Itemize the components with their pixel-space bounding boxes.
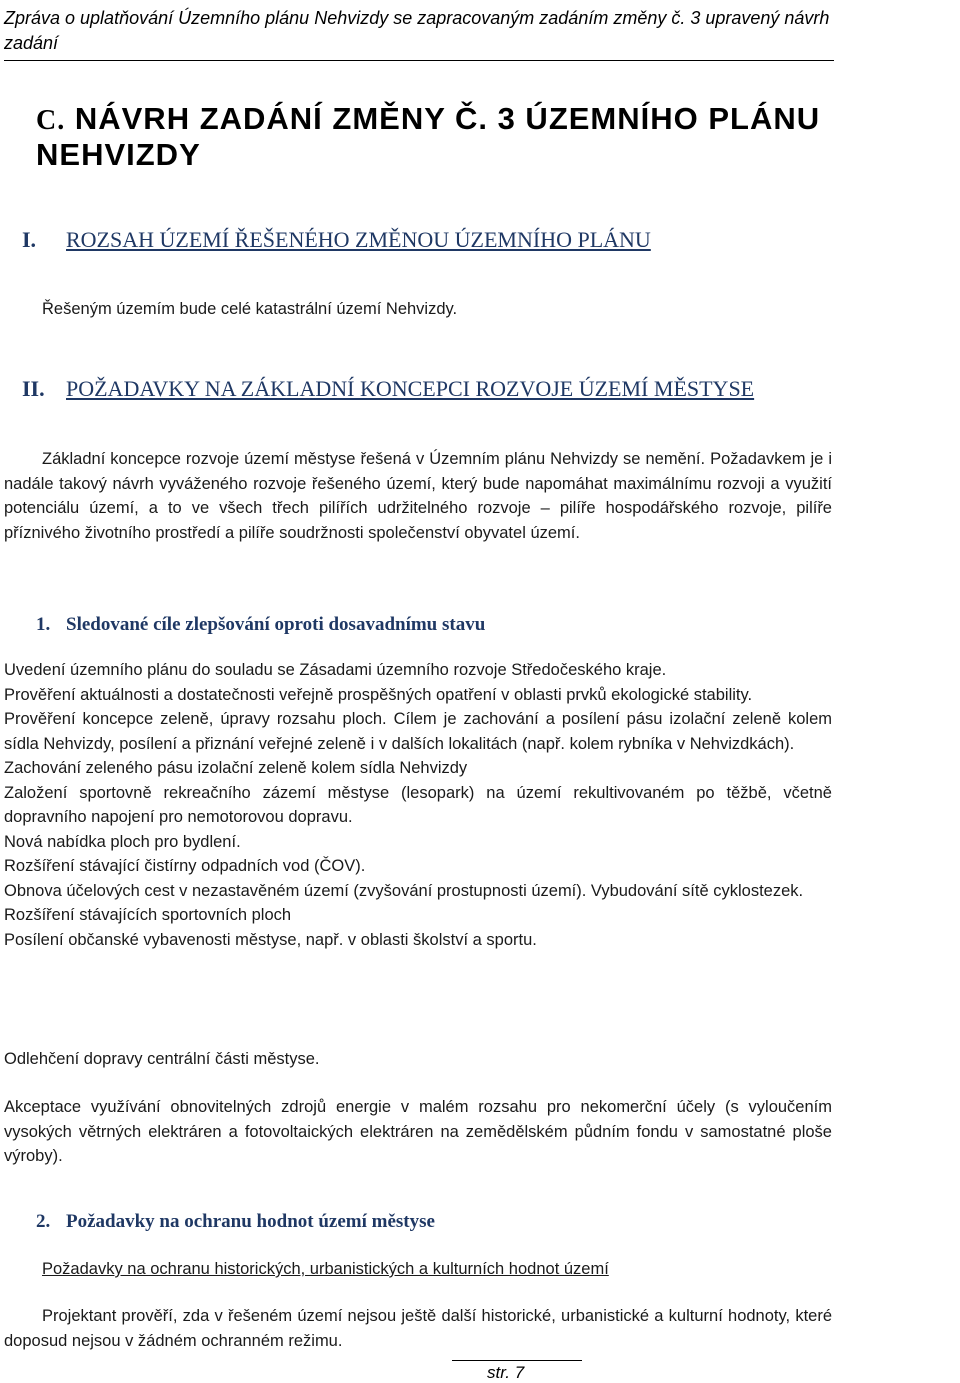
goals-list bbox=[4, 658, 832, 952]
subsection-2-heading bbox=[36, 1210, 435, 1234]
goal-item: Rozšíření stávající čistírny odpadních vod (ČOV). bbox=[4, 857, 366, 875]
energy-paragraph: Akceptace využívání obnovitelných zdrojů energie v malém rozsahu pro nekomerční účely (s vyloučením vysokých větrných elektráren a fotovoltaických elektráren na zemědělském půdním fondu v samostatné ploše výroby). bbox=[4, 1098, 832, 1165]
section-2-heading bbox=[22, 375, 754, 403]
goal-item: Prověření aktuálnosti a dostatečnosti veřejně prospěšných opatření v oblasti prvků ekologické stability. bbox=[4, 685, 753, 704]
section-1-heading bbox=[22, 226, 651, 254]
page-number: str. 7 bbox=[487, 1363, 525, 1382]
protection-subheading: Požadavky na ochranu historických, urbanistických a kulturních hodnot území bbox=[42, 1260, 609, 1278]
goal-item: Posílení občanské vybavenosti městyse, např. v oblasti školství a sportu. bbox=[4, 930, 537, 949]
section-1-number: I. bbox=[22, 227, 37, 252]
subsection-2-number: 2. bbox=[36, 1211, 51, 1232]
subsection-2-title: Požadavky na ochranu hodnot území městyse bbox=[66, 1211, 435, 1232]
goal-item: Rozšíření stávajících sportovních ploch bbox=[4, 906, 292, 924]
section-2-paragraph: Základní koncepce rozvoje území městyse řešená v Územním plánu Nehvizdy se nemění. Požadavkem je i nadále takový návrh vyváženého rozvoje řešeného území, který bude napomáhat maximálnímu rozvoji a využití potenciálu území, a to ve všech třech pilířích udržitelného rozvoje – pilíře hospodářského rozvoje, pilíře příznivého životního prostředí a pilíře soudržnosti společenství obyvatel území. bbox=[4, 450, 832, 542]
goal-item: Prověření koncepce zeleně, úpravy rozsahu ploch. Cílem je zachování a posílení pásu izolační zeleně kolem sídla Nehvizdy, posílení a přiznání veřejné zeleně i v dalších lokalitách (např. kolem rybníka v Nehvizdkách). bbox=[4, 710, 832, 753]
goal-item: Založení sportovně rekreačního zázemí městyse (lesopark) na území rekultivovaném po těžbě, včetně dopravního napojení pro nemotorovou dopravu. bbox=[4, 783, 832, 826]
title-letter: C. bbox=[36, 105, 66, 136]
protection-paragraph: Projektant prověří, zda v řešeném území nejsou ještě další historické, urbanistické a kulturní hodnoty, které doposud nejsou v žádném ochranném režimu. bbox=[4, 1307, 832, 1350]
section-2-number: II. bbox=[22, 376, 45, 401]
traffic-paragraph: Odlehčení dopravy centrální části městyse. bbox=[4, 1050, 320, 1068]
subsection-1-title: Sledované cíle zlepšování oproti dosavadnímu stavu bbox=[66, 614, 486, 635]
subsection-1-number: 1. bbox=[36, 614, 51, 635]
document-title bbox=[36, 102, 836, 172]
goal-item: Zachování zeleného pásu izolační zeleně kolem sídla Nehvizdy bbox=[4, 759, 468, 777]
goal-item: Uvedení územního plánu do souladu se Zásadami územního rozvoje Středočeského kraje. bbox=[4, 661, 667, 679]
section-1-text: Řešeným územím bude celé katastrální území Nehvizdy. bbox=[42, 300, 458, 318]
goal-item: Obnova účelových cest v nezastavěném území (zvyšování prostupnosti území). Vybudování sítě cyklostezek. bbox=[4, 881, 804, 900]
footer-rule bbox=[452, 1360, 582, 1361]
section-2-title: POŽADAVKY NA ZÁKLADNÍ KONCEPCI ROZVOJE ÚZEMÍ MĚSTYSE bbox=[66, 376, 755, 401]
running-header: Zpráva o uplatňování Územního plánu Nehvizdy se zapracovaným zadáním změny č. 3 upravený návrh zadání bbox=[4, 6, 834, 61]
section-1-title: ROZSAH ÚZEMÍ ŘEŠENÉHO ZMĚNOU ÚZEMNÍHO PLÁNU bbox=[66, 227, 651, 252]
subsection-1-heading bbox=[36, 613, 485, 637]
goal-item: Nová nabídka ploch pro bydlení. bbox=[4, 832, 241, 851]
title-text: NÁVRH ZADÁNÍ ZMĚNY Č. 3 ÚZEMNÍHO PLÁNU NEHVIZDY bbox=[36, 101, 821, 172]
